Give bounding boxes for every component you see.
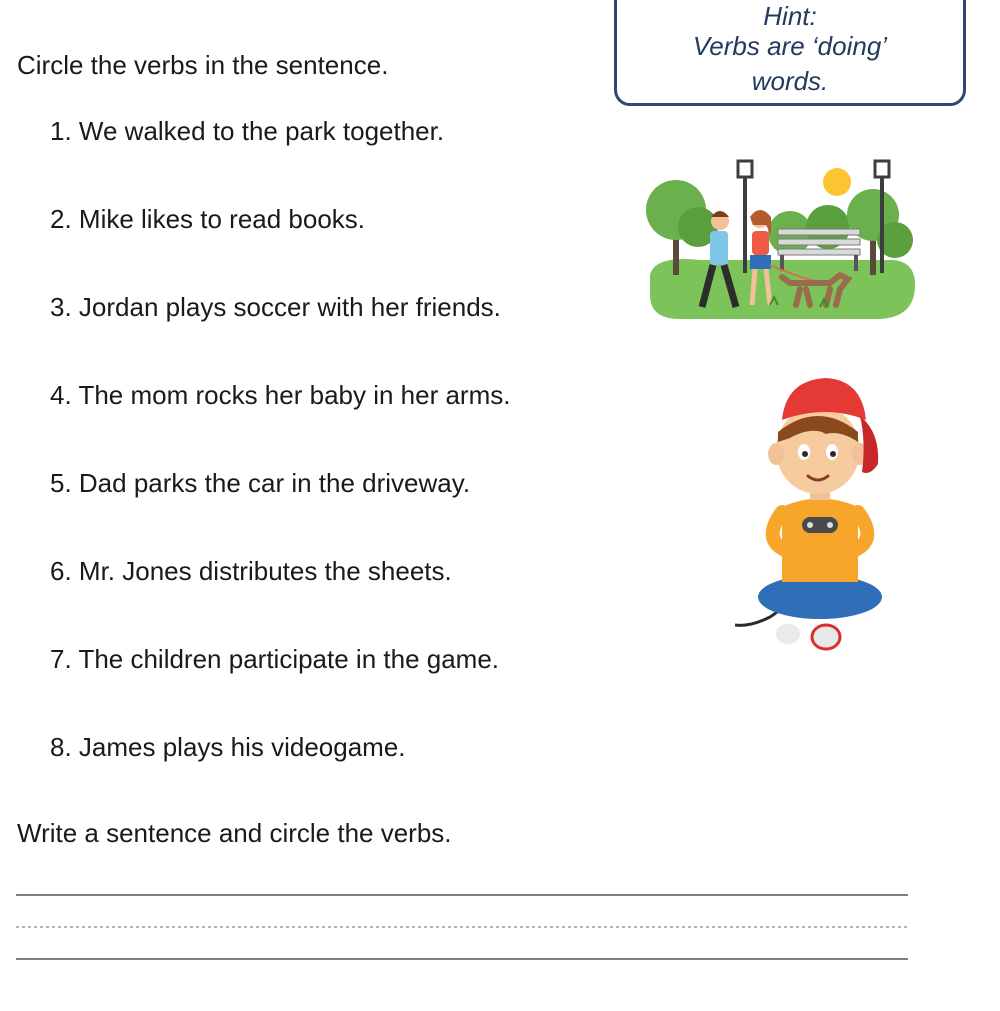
park-walk-illustration	[640, 155, 920, 325]
sentence-8[interactable]: 8. James plays his videogame.	[50, 732, 406, 762]
writing-line-middle[interactable]	[16, 925, 908, 929]
sentence-1[interactable]: 1. We walked to the park together.	[50, 116, 445, 146]
sentence-4[interactable]: 4. The mom rocks her baby in her arms.	[50, 380, 511, 410]
hint-box	[614, 0, 966, 106]
sentence-5[interactable]: 5. Dad parks the car in the driveway.	[50, 468, 471, 498]
writing-line-bottom[interactable]	[16, 957, 908, 961]
writing-line-top[interactable]	[16, 893, 908, 897]
write-prompt: Write a sentence and circle the verbs.	[17, 818, 452, 848]
hint-line-1: Verbs are ‘doing’	[692, 31, 888, 61]
sentence-2[interactable]: 2. Mike likes to read books.	[50, 204, 366, 234]
hint-label: Hint:	[763, 1, 817, 31]
sentence-3[interactable]: 3. Jordan plays soccer with her friends.	[50, 292, 501, 322]
boy-videogame-illustration	[730, 372, 890, 662]
hint-line-2: words.	[751, 66, 829, 96]
sentence-6[interactable]: 6. Mr. Jones distributes the sheets.	[50, 556, 452, 586]
sentence-7[interactable]: 7. The children participate in the game.	[50, 644, 500, 674]
instruction-heading: Circle the verbs in the sentence.	[17, 50, 389, 80]
